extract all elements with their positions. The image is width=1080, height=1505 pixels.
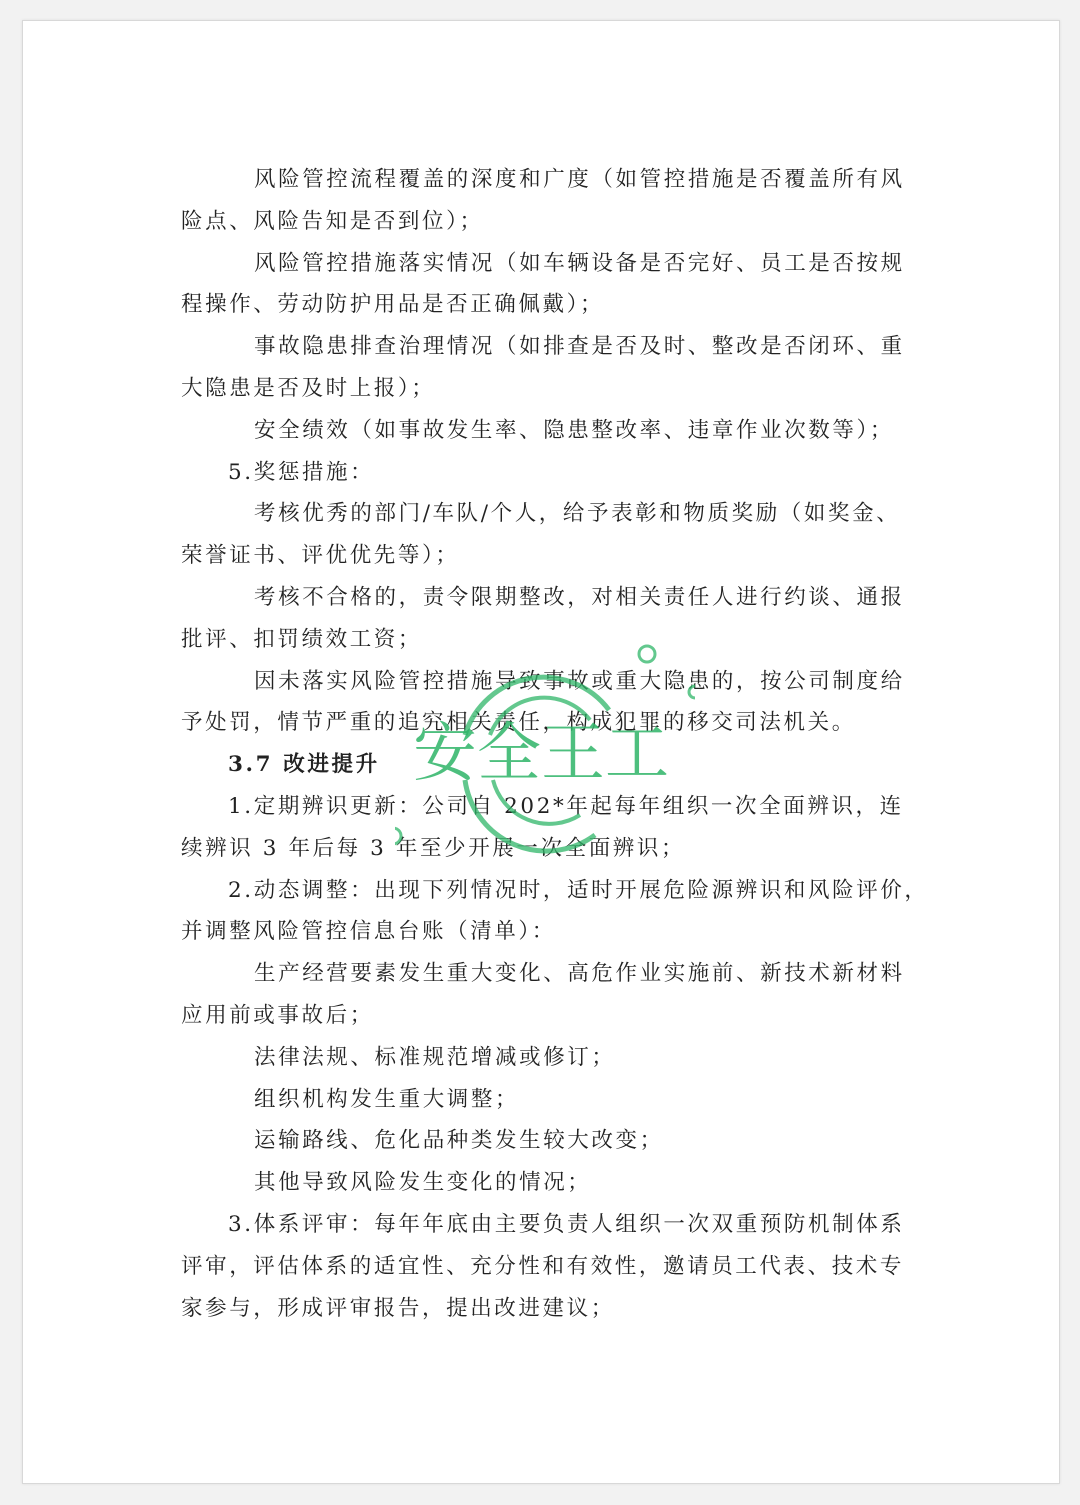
paragraph-line: 续辨识 3 年后每 3 年至少开展一次全面辨识； — [181, 835, 686, 861]
paragraph-line: 组织机构发生重大调整； — [254, 1086, 520, 1112]
paragraph-line: 大隐患是否及时上报）； — [181, 375, 436, 401]
paragraph-line: 考核优秀的部门/车队/个人，给予表彰和物质奖励（如奖金、 — [254, 501, 901, 527]
paragraph-line: 险点、风险告知是否到位）； — [181, 208, 484, 234]
paragraph-line: 并调整风险管控信息台账（清单）： — [181, 919, 556, 945]
paragraph-line: 程操作、劳动防护用品是否正确佩戴）； — [181, 292, 605, 318]
paragraph-line: 应用前或事故后； — [181, 1002, 374, 1028]
paragraph-line: 风险管控流程覆盖的深度和广度（如管控措施是否覆盖所有风 — [254, 167, 905, 192]
watermark-text: 安全王工 — [413, 717, 669, 791]
paragraph-line: 2.动态调整：出现下列情况时，适时开展危险源辨识和风险评价， — [228, 877, 929, 903]
paragraph-line: 评审，评估体系的适宜性、充分性和有效性，邀请员工代表、技术专 — [181, 1253, 905, 1279]
section-heading: 3.7 改进提升 — [228, 752, 380, 778]
paragraph-line: 安全绩效（如事故发生率、隐患整改率、违章作业次数等）； — [254, 417, 894, 443]
paragraph-line: 因未落实风险管控措施导致事故或重大隐患的，按公司制度给 — [254, 668, 905, 694]
paragraph-line: 其他导致风险发生变化的情况； — [254, 1170, 592, 1196]
paragraph-line: 1.定期辨识更新：公司自 202*年起每年组织一次全面辨识，连 — [228, 793, 904, 819]
paragraph-line: 批评、扣罚绩效工资； — [181, 626, 423, 652]
paragraph-line: 家参与，形成评审报告，提出改进建议； — [181, 1295, 615, 1321]
paragraph-line: 生产经营要素发生重大变化、高危作业实施前、新技术新材料 — [254, 961, 905, 987]
paragraph-line: 考核不合格的，责令限期整改，对相关责任人进行约谈、通报 — [254, 584, 905, 610]
paragraph-line: 运输路线、危化品种类发生较大改变； — [254, 1128, 664, 1154]
paragraph-line: 法律法规、标准规范增减或修订； — [254, 1044, 616, 1070]
paragraph-line: 荣誉证书、评优优先等）； — [181, 543, 460, 569]
paragraph-line: 予处罚，情节严重的追究相关责任，构成犯罪的移交司法机关。 — [181, 710, 856, 736]
document-body — [181, 159, 929, 1329]
paragraph-line: 风险管控措施落实情况（如车辆设备是否完好、员工是否按规 — [254, 250, 905, 276]
paragraph-line: 3.体系评审：每年年底由主要负责人组织一次双重预防机制体系 — [228, 1211, 905, 1237]
paragraph-line: 事故隐患排查治理情况（如排查是否及时、整改是否闭环、重 — [254, 334, 905, 360]
list-heading: 5.奖惩措施： — [228, 459, 375, 485]
document-page — [22, 20, 1060, 1484]
